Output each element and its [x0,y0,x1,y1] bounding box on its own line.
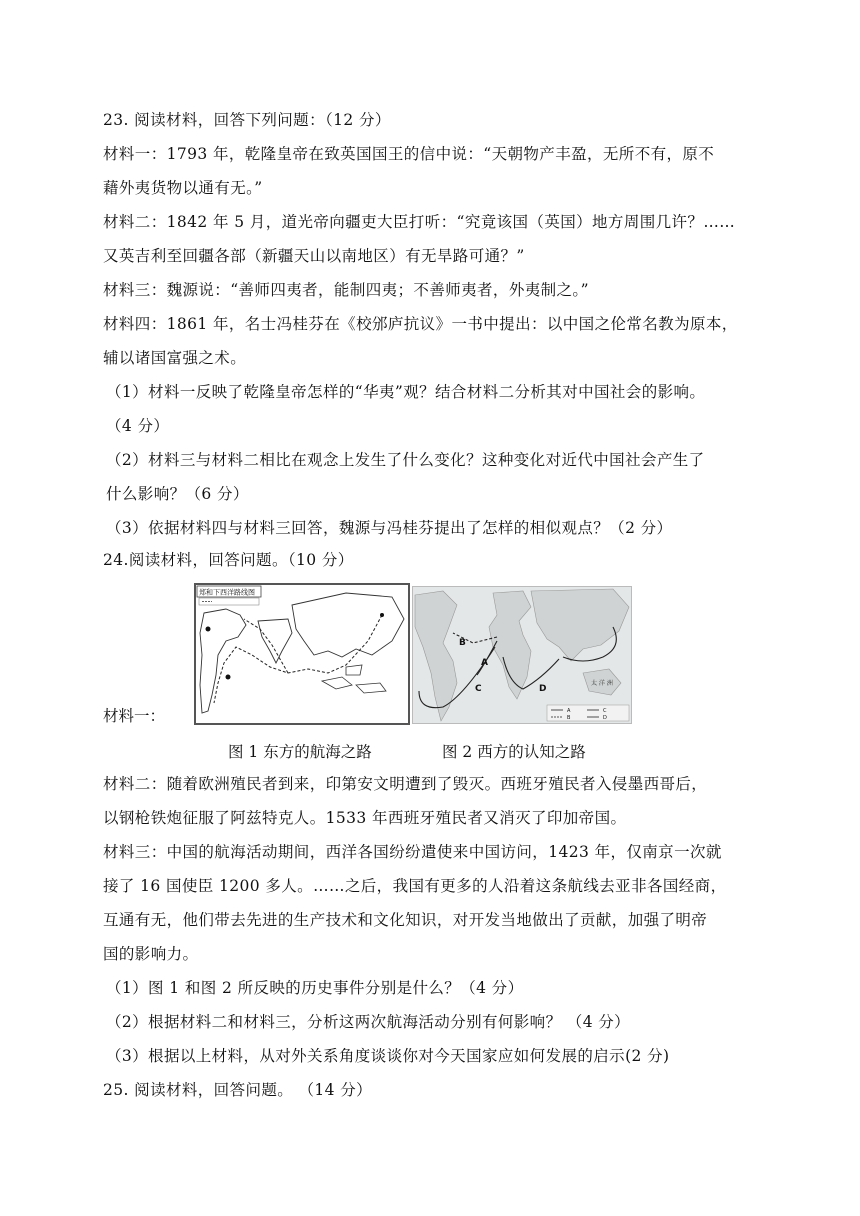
western-voyages-map-image [413,587,631,723]
fig1-title: 郑和下西洋路线图 [199,588,255,597]
legend-d: D [603,715,607,721]
figure-2-caption: 图 2 西方的认知之路 [442,743,586,761]
q24-subquestion-3: （3）根据以上材料，从对外关系角度谈谈你对今天国家应如何发展的启示(2 分) [106,1047,670,1065]
route-label-b: B [459,638,466,648]
q24-material-2-line-2: 以钢枪铁炮征服了阿兹特克人。1533 年西班牙殖民者又消灭了印加帝国。 [103,809,627,827]
route-label-d: D [539,684,547,694]
route-label-c: C [475,684,482,694]
question-25-title: 25. 阅读材料，回答问题。 （14 分） [103,1081,373,1099]
q23-material-3: 材料三：魏源说：“善师四夷者，能制四夷；不善师夷者，外夷制之。” [103,281,589,299]
zheng-he-route-map [194,583,410,725]
q23-subquestion-2-line-1: （2）材料三与材料二相比在观念上发生了什么变化？这种变化对近代中国社会产生了 [106,451,705,469]
q24-material-3-line-3: 互通有无，他们带去先进的生产技术和文化知识，对开发当地做出了贡献，加强了明帝 [103,911,708,929]
figure-1-caption: 图 1 东方的航海之路 [228,743,372,761]
q23-material-4-line-1: 材料四：1861 年，名士冯桂芬在《校邠庐抗议》一书中提出：以中国之伦常名教为原本， [103,315,738,333]
legend-a: A [567,708,571,714]
question-24-title: 24.阅读材料，回答问题。（10 分） [103,551,354,569]
q24-material-1-label: 材料一： [103,707,166,725]
legend-c: C [603,708,607,714]
q23-subquestion-2-line-2: 什么影响？（6 分） [106,485,249,503]
q24-subquestion-2: （2）根据材料二和材料三，分析这两次航海活动分别有何影响？ （4 分） [106,1013,631,1031]
q23-material-2-line-1: 材料二：1842 年 5 月，道光帝向疆吏大臣打听：“究竟该国（英国）地方周围几许？…… [103,213,736,231]
q23-material-4-line-2: 辅以诸国富强之术。 [103,349,247,367]
western-voyages-map [412,586,632,724]
q24-subquestion-1: （1）图 1 和图 2 所反映的历史事件分别是什么？（4 分） [106,979,524,997]
zheng-he-route-map-image [196,585,408,723]
q23-subquestion-1-line-2: （4 分） [106,417,170,435]
q23-material-2-line-2: 又英吉利至回疆各部（新疆天山以南地区）有无旱路可通？” [103,247,525,265]
question-23-title: 23. 阅读材料，回答下列问题：（12 分） [103,111,391,129]
q24-material-3-line-1: 材料三：中国的航海活动期间，西洋各国纷纷遣使来中国访问，1423 年，仅南京一次就 [103,843,722,861]
q24-material-3-line-4: 国的影响力。 [103,945,199,963]
q23-material-1-line-2: 藉外夷货物以通有无。” [103,179,263,197]
route-label-a: A [481,658,488,668]
fig2-ocean-label: 太 洋 洲 [591,680,613,687]
q24-material-2-line-1: 材料二：随着欧洲殖民者到来，印第安文明遭到了毁灭。西班牙殖民者入侵墨西哥后， [103,775,708,793]
q23-material-1-line-1: 材料一：1793 年，乾隆皇帝在致英国国王的信中说：“天朝物产丰盈，无所不有，原不 [103,145,715,163]
q23-subquestion-1-line-1: （1）材料一反映了乾隆皇帝怎样的“华夷”观？结合材料二分析其对中国社会的影响。 [106,383,706,401]
q24-material-3-line-2: 接了 16 国使臣 1200 多人。……之后，我国有更多的人沿着这条航线去亚非各国经商， [103,877,727,895]
q23-subquestion-3: （3）依据材料四与材料三回答，魏源与冯桂芬提出了怎样的相似观点？（2 分） [106,519,673,537]
legend-b: B [567,715,571,721]
